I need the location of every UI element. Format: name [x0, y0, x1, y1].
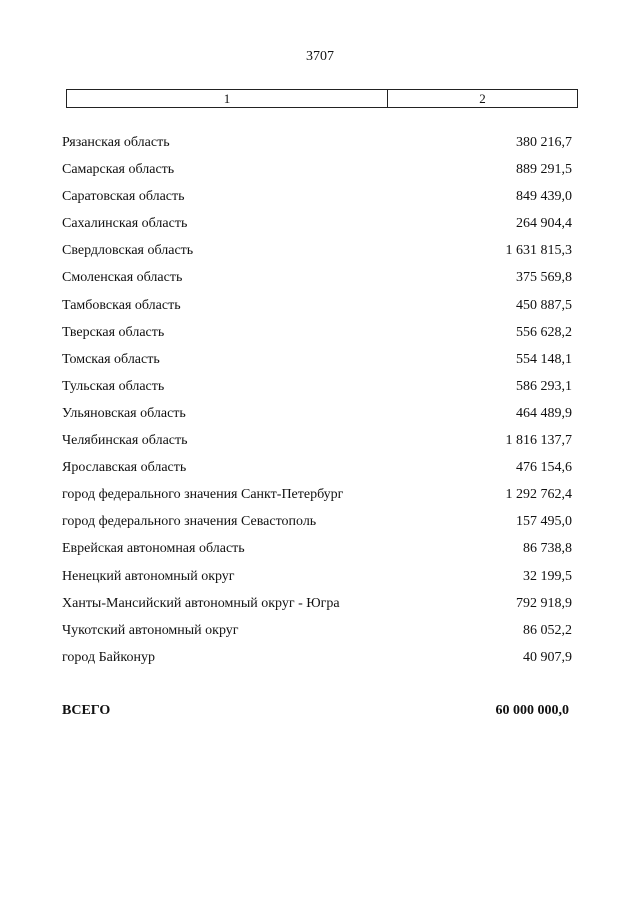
region-name: Смоленская область	[62, 270, 183, 286]
table-row	[62, 567, 572, 594]
region-name: Рязанская область	[62, 135, 170, 150]
table-row	[62, 241, 572, 268]
table-row	[62, 296, 572, 323]
region-name: Тамбовская область	[62, 297, 181, 313]
region-name: Тульская область	[62, 378, 165, 394]
region-name: город Байконур	[62, 649, 155, 665]
region-name: Ханты-Мансийский автономный округ - Югра	[62, 595, 340, 611]
region-name: город федерального значения Санкт-Петербург	[62, 487, 344, 503]
region-name: Еврейская автономная область	[62, 541, 245, 557]
region-name: Чукотский автономный округ	[62, 622, 239, 638]
table-row	[62, 485, 572, 512]
region-name: Томская область	[62, 351, 160, 367]
table-row	[62, 323, 572, 350]
page-number: 3707	[306, 49, 334, 64]
table-row	[62, 404, 572, 431]
region-value: 86 738,8	[523, 541, 572, 557]
region-name: Ярославская область	[62, 460, 187, 476]
region-value: 375 569,8	[516, 270, 572, 286]
table-row	[62, 648, 572, 675]
region-name: Тверская область	[62, 324, 165, 340]
region-value: 157 495,0	[516, 514, 572, 530]
region-name: город федерального значения Севастополь	[62, 514, 317, 530]
table-row	[62, 160, 572, 187]
region-value: 792 918,9	[516, 595, 572, 611]
table-row	[62, 431, 572, 458]
region-table	[62, 133, 572, 675]
region-name: Челябинская область	[62, 433, 188, 449]
region-value: 86 052,2	[523, 622, 572, 638]
table-row	[62, 377, 572, 404]
table-row	[62, 512, 572, 539]
table-row	[62, 621, 572, 648]
region-value: 450 887,5	[516, 297, 572, 313]
region-value: 32 199,5	[523, 568, 572, 584]
region-value: 556 628,2	[516, 324, 572, 340]
region-value: 264 904,4	[516, 216, 572, 232]
total-value: 60 000 000,0	[495, 703, 569, 718]
region-value: 476 154,6	[516, 460, 572, 476]
region-value: 849 439,0	[516, 189, 572, 205]
region-name: Ненецкий автономный округ	[62, 568, 235, 584]
table-header	[66, 89, 578, 108]
region-name: Саратовская область	[62, 189, 185, 205]
region-value: 1 816 137,7	[505, 433, 572, 449]
region-value: 380 216,7	[516, 135, 572, 150]
region-value: 889 291,5	[516, 162, 572, 178]
region-name: Свердловская область	[62, 243, 194, 259]
table-row	[62, 539, 572, 566]
region-name: Сахалинская область	[62, 216, 188, 232]
table-row	[62, 214, 572, 241]
table-row	[62, 594, 572, 621]
region-value: 464 489,9	[516, 405, 572, 421]
region-value: 586 293,1	[516, 378, 572, 394]
table-row	[62, 268, 572, 295]
total-row	[62, 703, 569, 719]
region-value: 40 907,9	[523, 649, 572, 665]
table-row	[62, 187, 572, 214]
total-label: ВСЕГО	[62, 703, 111, 718]
table-row	[62, 458, 572, 485]
header-column-1: 1	[67, 90, 388, 107]
region-value: 1 292 762,4	[505, 487, 572, 503]
table-row	[62, 133, 572, 160]
table-row	[62, 350, 572, 377]
region-name: Ульяновская область	[62, 405, 186, 421]
region-value: 554 148,1	[516, 351, 572, 367]
header-column-2: 2	[479, 91, 486, 106]
region-value: 1 631 815,3	[505, 243, 572, 259]
region-name: Самарская область	[62, 162, 175, 178]
